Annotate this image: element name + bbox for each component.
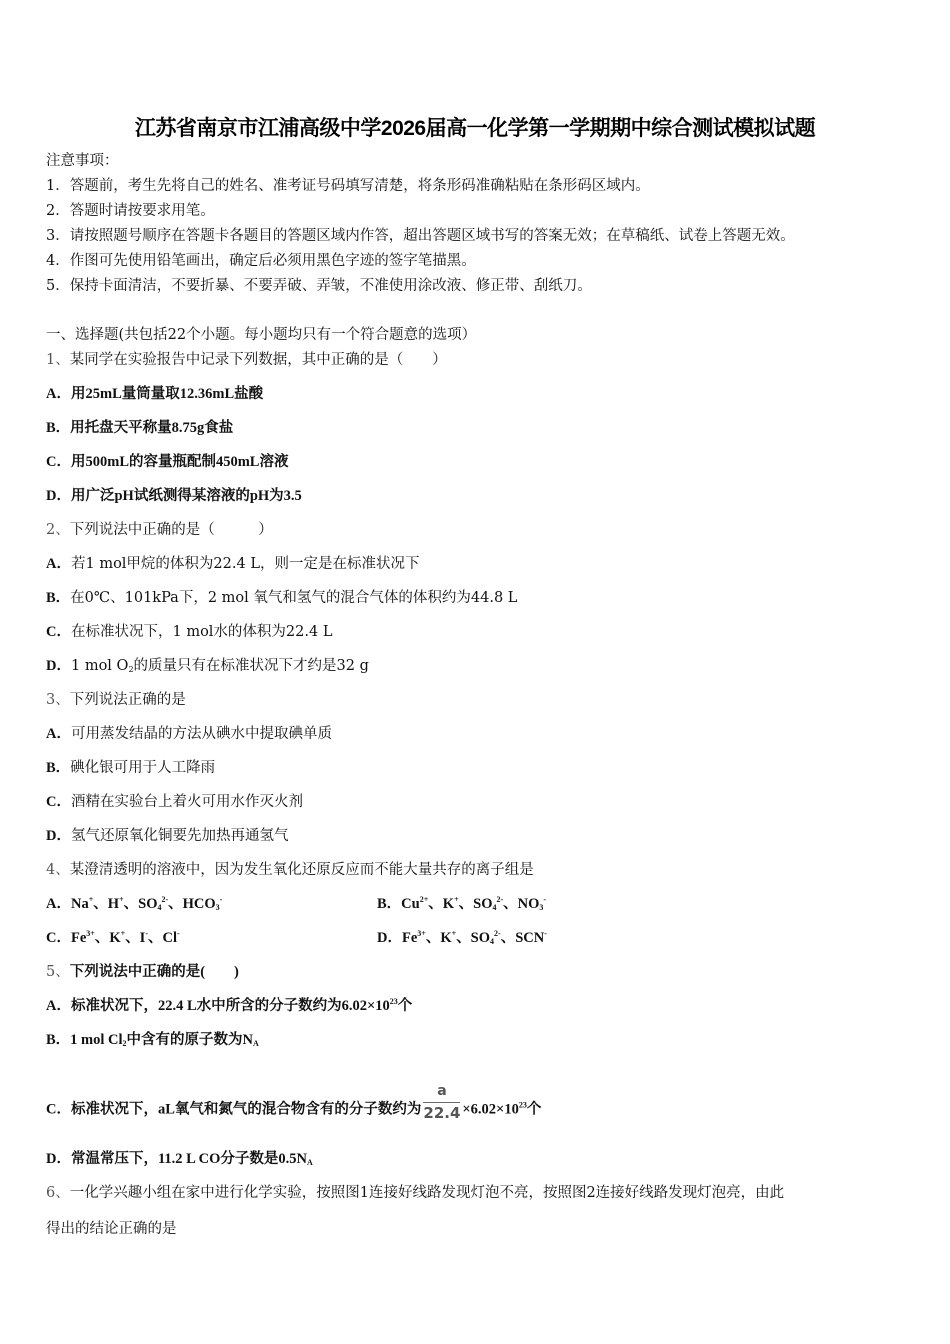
option-text: 用广泛pH试纸测得某溶液的pH为3.5 <box>70 488 302 504</box>
ion-formula: $Cu^{2+}$、K+、$SO_4^{2-}$、$NO_3^-$ <box>401 895 547 912</box>
question-5-option-a[interactable] <box>46 997 412 1015</box>
option-text: 的质量只有在标准状况下才约是32 g <box>133 658 369 674</box>
question-text: 一化学兴趣小组在家中进行化学实验，按照图1连接好线路发现灯泡不亮，按照图2连接好线路发现灯泡亮，由此 <box>69 1185 785 1201</box>
question-3-option-d[interactable] <box>46 827 288 845</box>
question-number: 1、 <box>46 352 70 368</box>
superscript: 23 <box>518 1100 527 1110</box>
option-label: B． <box>46 1032 71 1048</box>
option-label: D． <box>46 1151 71 1167</box>
notice-item: 3．请按照题号顺序在答题卡各题目的答题区域内作答，超出答题区域书写的答案无效；在草稿纸、试卷上答题无效。 <box>46 228 795 244</box>
option-label: C． <box>46 454 71 470</box>
question-2-option-d[interactable] <box>46 657 369 675</box>
ion-formula: $Fe^{3+}$、K+、I-、Cl- <box>70 929 180 946</box>
question-3-stem <box>46 691 186 709</box>
option-text: 1 mol O <box>70 658 129 674</box>
question-6-stem-cont: 得出的结论正确的是 <box>46 1221 177 1237</box>
question-3-option-b[interactable] <box>46 759 215 777</box>
question-1-option-d[interactable] <box>46 487 302 505</box>
fraction-numerator: a <box>437 1083 447 1099</box>
option-text: 酒精在实验台上着火可用水作灭火剂 <box>70 794 303 810</box>
option-text: 用25mL量筒量取12.36mL盐酸 <box>70 386 264 402</box>
question-number: 2、 <box>46 522 70 538</box>
option-label: A． <box>46 386 71 402</box>
subscript: A <box>253 1039 259 1048</box>
option-text: 用500mL的容量瓶配制450mL溶液 <box>70 454 289 470</box>
question-2-option-c[interactable] <box>46 623 332 641</box>
option-label: B． <box>46 590 71 606</box>
question-number: 3、 <box>46 692 70 708</box>
notice-item: 4．作图可先使用铅笔画出，确定后必须用黑色字迹的签字笔描黑。 <box>46 253 476 269</box>
question-text: 某同学在实验报告中记录下列数据，其中正确的是（ ） <box>69 352 447 368</box>
fraction <box>423 1082 460 1122</box>
ion-formula: $Fe^{3+}$、K+、$SO_4^{2-}$、SCN- <box>401 929 547 946</box>
option-label: C． <box>46 624 71 640</box>
question-text: 下列说法正确的是 <box>69 692 186 708</box>
option-label: A． <box>46 726 71 742</box>
question-number: 6、 <box>46 1185 70 1201</box>
option-text: 中含有的原子数为N <box>126 1032 254 1048</box>
option-text: 个 <box>526 1101 542 1118</box>
option-text: 碘化银可用于人工降雨 <box>70 760 216 776</box>
question-3-option-c[interactable] <box>46 793 303 811</box>
subscript: A <box>307 1158 313 1167</box>
question-2-option-a[interactable] <box>46 555 419 573</box>
option-label: A． <box>46 556 71 572</box>
question-1-option-b[interactable] <box>46 419 233 437</box>
superscript: 23 <box>389 997 398 1006</box>
question-5-option-d[interactable] <box>46 1150 313 1168</box>
option-label: D． <box>46 828 71 844</box>
question-5-option-b[interactable] <box>46 1031 259 1049</box>
option-label: C． <box>46 794 71 810</box>
question-2-option-b[interactable] <box>46 589 517 607</box>
option-text: 个 <box>397 998 413 1014</box>
question-3-option-a[interactable] <box>46 725 332 743</box>
question-5-option-c[interactable] <box>46 1083 542 1130</box>
exam-title: 江苏省南京市江浦高级中学2026届高一化学第一学期期中综合测试模拟试题 <box>134 117 816 140</box>
question-1-option-a[interactable] <box>46 385 263 403</box>
option-label: D． <box>46 658 71 674</box>
question-4-option-b[interactable] <box>377 895 546 913</box>
notice-heading: 注意事项： <box>46 153 119 169</box>
question-4-option-d[interactable] <box>377 929 547 947</box>
question-1-option-c[interactable] <box>46 453 288 471</box>
option-text: 标准状况下，22.4 L水中所含的分子数约为6.02×10 <box>70 998 390 1014</box>
option-label: D． <box>377 930 402 946</box>
option-label: A． <box>46 896 71 912</box>
option-label: C． <box>46 930 71 946</box>
option-label: B． <box>46 420 71 436</box>
question-5-stem <box>46 963 239 981</box>
option-text: 用托盘天平称量8.75g食盐 <box>70 420 234 436</box>
option-text: 若1 mol甲烷的体积为22.4 L，则一定是在标准状况下 <box>70 556 420 572</box>
question-text: 某澄清透明的溶液中，因为发生氧化还原反应而不能大量共存的离子组是 <box>69 862 534 878</box>
subscript: 2 <box>128 665 134 674</box>
notice-item: 5．保持卡面清洁，不要折暴、不要弄破、弄皱，不准使用涂改液、修正带、刮纸刀。 <box>46 278 592 294</box>
question-1-stem <box>46 351 447 369</box>
question-6-stem <box>46 1184 784 1202</box>
subscript: 2 <box>122 1039 127 1048</box>
option-text: 可用蒸发结晶的方法从碘水中提取碘单质 <box>70 726 332 742</box>
option-text: 标准状况下，aL氧气和氮气的混合物含有的分子数约为 <box>70 1101 422 1118</box>
option-label: B． <box>377 896 402 912</box>
option-label: D． <box>46 488 71 504</box>
option-text: ×6.02×10 <box>462 1101 519 1118</box>
question-2-stem <box>46 521 273 539</box>
question-4-stem <box>46 861 534 879</box>
question-number: 5、 <box>46 964 70 980</box>
option-text: 在0℃、101kPa下，2 mol 氧气和氢气的混合气体的体积约为44.8 L <box>70 590 518 606</box>
question-4-option-c[interactable] <box>46 929 180 947</box>
notice-item: 2．答题时请按要求用笔。 <box>46 203 215 219</box>
fraction-denominator: 22.4 <box>423 1104 461 1122</box>
option-label: B． <box>46 760 71 776</box>
option-text: 氢气还原氧化铜要先加热再通氢气 <box>70 828 289 844</box>
option-label: C． <box>46 1101 71 1118</box>
question-number: 4、 <box>46 862 70 878</box>
notice-item: 1．答题前，考生先将自己的姓名、准考证号码填写清楚，将条形码准确粘贴在条形码区域内。 <box>46 178 650 194</box>
question-4-option-a[interactable] <box>46 895 222 913</box>
option-label: A． <box>46 998 71 1014</box>
question-text: 下列说法中正确的是（ ） <box>69 522 273 538</box>
option-text: 1 mol Cl <box>70 1032 123 1048</box>
option-text: 常温常压下，11.2 L CO分子数是0.5N <box>70 1151 308 1167</box>
ion-formula: Na+、H+、$SO_4^{2-}$、$HCO_3^-$ <box>70 895 223 912</box>
section-heading: 一、选择题(共包括22个小题。每小题均只有一个符合题意的选项） <box>46 327 477 343</box>
option-text: 在标准状况下，1 mol水的体积为22.4 L <box>70 624 333 640</box>
question-text: 下列说法中正确的是( ) <box>69 964 239 980</box>
